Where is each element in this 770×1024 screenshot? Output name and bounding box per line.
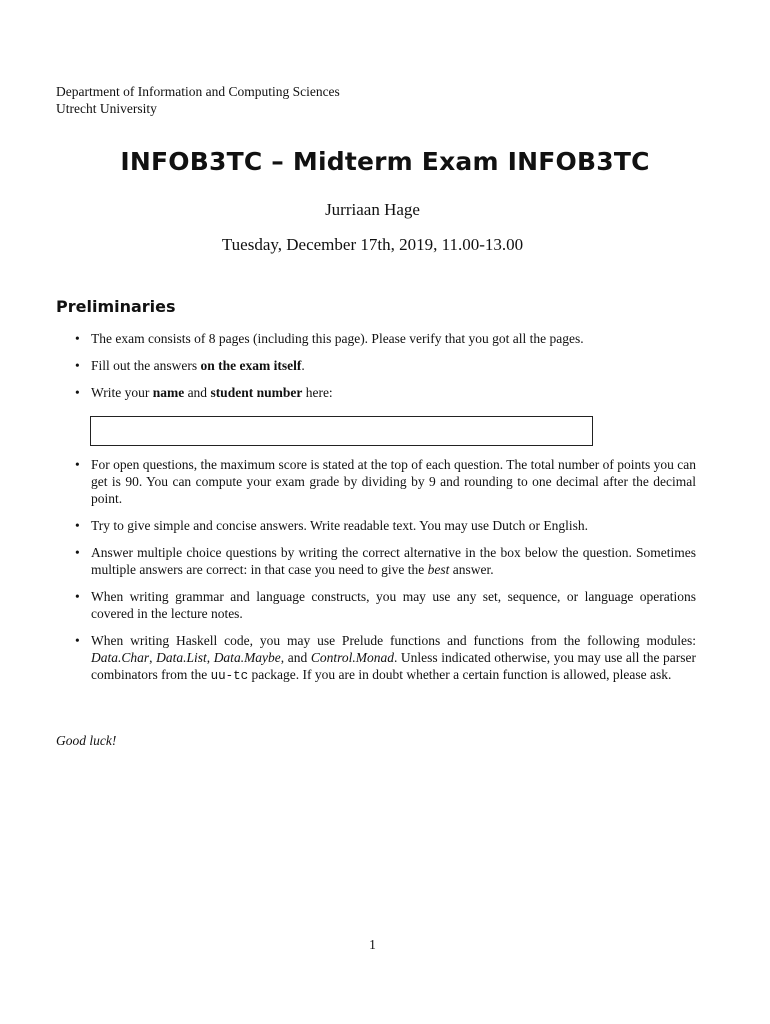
item-text: The exam consists of 8 pages (including this page). Please verify that you got all the pages. [91,331,584,346]
list-item [56,456,696,507]
list-item [56,588,696,622]
exam-date: Tuesday, December 17th, 2019, 11.00-13.00 [221,235,524,254]
bullet-icon: • [75,331,80,346]
affiliation [56,83,340,117]
item-text: Try to give simple and concise answers. Write readable text. You may use Dutch or English. [91,518,588,533]
university-line: Utrecht University [56,101,157,116]
list-item [56,632,696,685]
item-text: , [149,650,157,665]
item-text: Fill out the answers [91,358,201,373]
item-text: . [301,358,305,373]
list-item [56,384,696,401]
module-name: Data.List [156,650,207,665]
item-text: here: [302,385,333,400]
item-text: . Unless indicated otherwise, you may use all the parser combinators from the [91,650,697,682]
item-text: When writing grammar and language constructs, you may use any set, sequence, or language operations covered in the lecture notes. [91,589,696,621]
good-luck-note: Good luck! [56,733,117,748]
bullet-icon: • [75,589,80,604]
item-text: package. If you are in doubt whether a certain function is allowed, please ask. [248,667,672,682]
item-emphasis: best [427,562,450,577]
instructions-list [56,330,696,695]
item-text: , and [280,650,311,665]
module-name: Data.Char [91,650,150,665]
item-bold: name [152,385,185,400]
bullet-icon: • [75,545,80,560]
item-bold: on the exam itself [200,358,302,373]
bullet-icon: • [75,358,80,373]
list-item [56,544,696,578]
item-text: Answer multiple choice questions by writing the correct alternative in the box below the question. Sometimes multiple answers are correct: in that case you need to give the [91,545,696,577]
exam-title: INFOB3TC – Midterm Exam INFOB3TC [120,147,650,176]
page-number: 1 [369,937,376,952]
item-bold: student number [210,385,303,400]
item-text: When writing Haskell code, you may use Prelude functions and functions from the following modules: [91,633,696,648]
module-name: Control.Monad [310,650,394,665]
bullet-icon: • [75,385,80,400]
item-text: For open questions, the maximum score is stated at the top of each question. The total number of points you can get is 90. You can compute your exam grade by dividing by 9 and rounding to one decimal after the decimal point. [91,457,696,506]
item-text: Write your [91,385,153,400]
item-text: answer. [449,562,494,577]
list-item [56,330,696,347]
package-name: uu-tc [210,669,249,683]
bullet-icon: • [75,518,80,533]
list-item [56,517,696,534]
author: Jurriaan Hage [325,200,420,219]
item-text: , [206,650,214,665]
department-line: Department of Information and Computing Sciences [56,84,340,99]
item-text: and [184,385,211,400]
bullet-icon: • [75,633,80,648]
section-heading: Preliminaries [56,297,176,316]
name-student-number-box[interactable] [90,416,593,446]
bullet-icon: • [75,457,80,472]
module-name: Data.Maybe [213,650,281,665]
list-item [56,357,696,374]
